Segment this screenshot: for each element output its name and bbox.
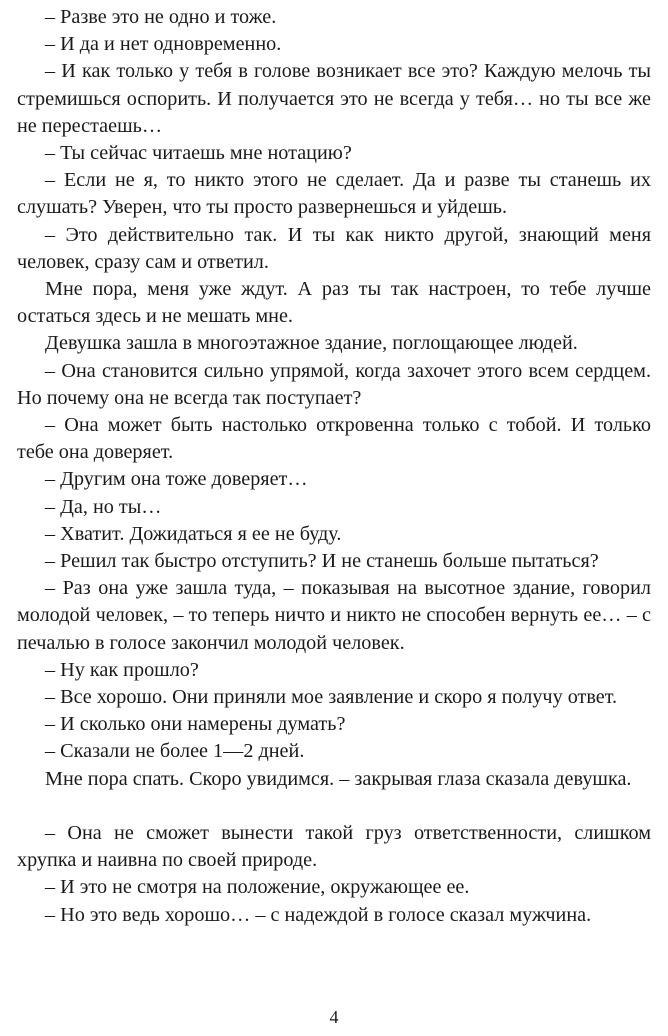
paragraph: – Разве это не одно и тоже. bbox=[45, 6, 277, 28]
scene-break bbox=[17, 793, 651, 820]
paragraph: Мне пора, меня уже ждут. А раз ты так настроен, то тебе лучше остаться здесь и не мешать мне. bbox=[17, 278, 651, 328]
paragraph: – Раз она уже зашла туда, – показывая на высотное здание, говорил молодой человек, – то теперь ничто и никто не способен вернуть ее… – с печалью в голосе закончил молодой человек. bbox=[17, 577, 651, 654]
paragraph: – И да и нет одновременно. bbox=[45, 33, 282, 56]
paragraph: – Ну как прошло? bbox=[45, 658, 199, 681]
paragraph: – Хватит. Дожидаться я ее не буду. bbox=[45, 522, 342, 545]
paragraph: – Но это ведь хорошо… – с надеждой в голосе сказал мужчина. bbox=[45, 903, 592, 926]
paragraph: – Она не сможет вынести такой груз ответственности, слишком хрупка и наивна по своей природе. bbox=[17, 821, 651, 872]
paragraph: Мне пора спать. Скоро увидимся. – закрывая глаза сказала девушка. bbox=[45, 767, 632, 790]
paragraph: Девушка зашла в многоэтажное здание, поглощающее людей. bbox=[45, 332, 578, 355]
paragraph: – Если не я, то никто этого не сделает. Да и разве ты станешь их слушать? Уверен, что ты просто развернешься и уйдешь. bbox=[17, 169, 651, 219]
page-number: 4 bbox=[329, 1007, 339, 1027]
paragraph: – И это не смотря на положение, окружающее ее. bbox=[45, 876, 470, 899]
book-page-text bbox=[17, 4, 651, 929]
paragraph: – Сказали не более 1—2 дней. bbox=[45, 740, 305, 763]
paragraph: – Она становится сильно упрямой, когда захочет этого всем сердцем. Но почему она не всегда так поступает? bbox=[17, 359, 651, 409]
paragraph: – И сколько они намерены думать? bbox=[45, 713, 346, 736]
paragraph: – Решил так быстро отступить? И не станешь больше пытаться? bbox=[45, 550, 599, 573]
paragraph: – Она может быть настолько откровенна только с тобой. И только тебе она доверяет. bbox=[17, 414, 651, 464]
paragraph: – И как только у тебя в голове возникает все это? Каждую мелочь ты стремишься оспорить. И получается это не всегда у тебя… но ты все же не перестаешь… bbox=[17, 60, 651, 137]
paragraph: – Это действительно так. И ты как никто другой, знающий меня человек, сразу сам и ответил. bbox=[17, 223, 651, 273]
paragraph: – Другим она тоже доверяет… bbox=[45, 468, 308, 491]
paragraph: – Все хорошо. Они приняли мое заявление и скоро я получу ответ. bbox=[45, 686, 618, 709]
paragraph: – Да, но ты… bbox=[45, 495, 162, 518]
paragraph: – Ты сейчас читаешь мне нотацию? bbox=[45, 142, 352, 165]
